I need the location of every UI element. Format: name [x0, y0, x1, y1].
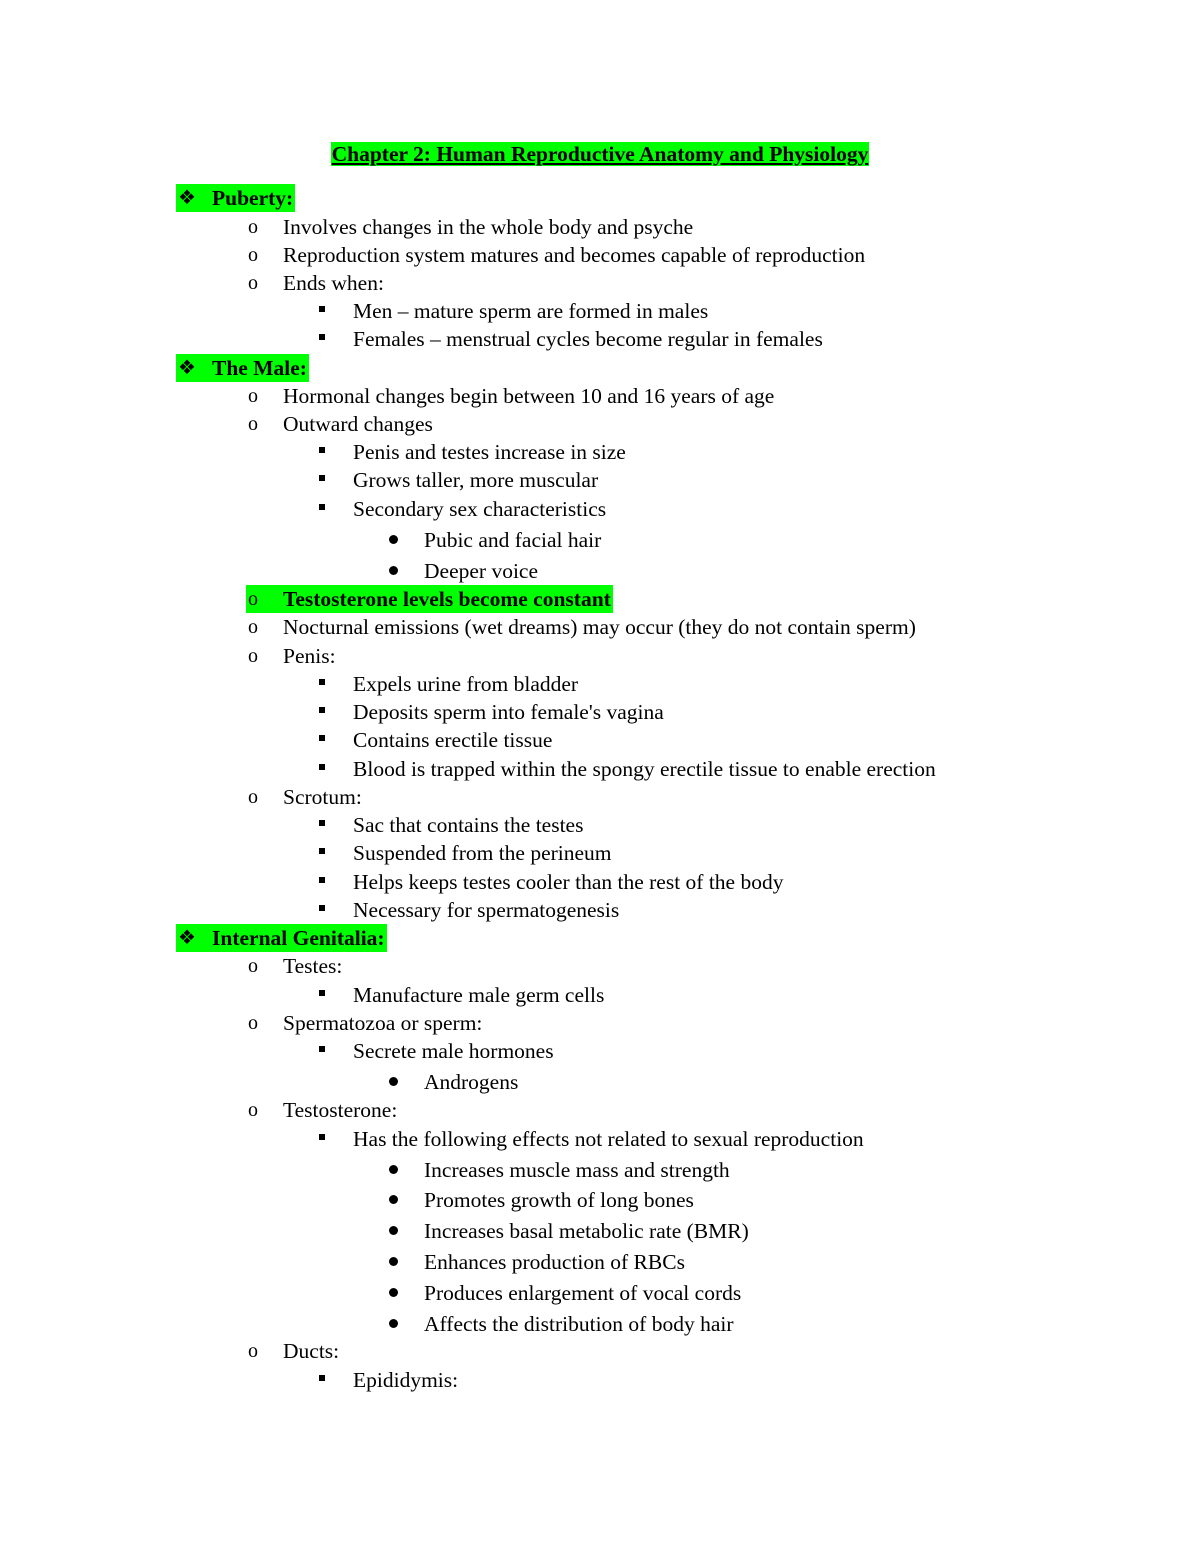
- diamond-bullet-icon: ❖: [178, 927, 196, 949]
- item-text: Deposits sperm into female's vagina: [353, 700, 664, 724]
- circle-bullet-icon: o: [248, 244, 258, 266]
- list-item-level-2: [353, 896, 619, 924]
- list-item-level-1: [283, 269, 384, 297]
- list-item-level-2: [353, 811, 583, 839]
- square-bullet-icon: [319, 447, 325, 453]
- circle-bullet-icon: o: [248, 616, 258, 638]
- item-text: Secrete male hormones: [353, 1039, 554, 1063]
- list-item-level-2: [353, 670, 578, 698]
- list-item-level-3: [424, 1217, 749, 1245]
- circle-bullet-icon: o: [248, 1012, 258, 1034]
- item-text: Men – mature sperm are formed in males: [353, 299, 709, 323]
- dot-bullet-icon: [389, 1226, 398, 1235]
- square-bullet-icon: [319, 1134, 325, 1140]
- list-item-level-1: [283, 952, 342, 980]
- item-text: Ducts:: [283, 1339, 340, 1363]
- item-text: Testosterone:: [283, 1098, 398, 1122]
- section-heading: [212, 184, 293, 212]
- circle-bullet-icon: o: [248, 1340, 258, 1362]
- list-item-level-1: [283, 585, 611, 613]
- item-text: Blood is trapped within the spongy erectile tissue to enable erection: [353, 757, 936, 781]
- diamond-bullet-icon: ❖: [178, 187, 196, 209]
- list-item-level-2: [353, 495, 606, 523]
- item-text: Increases basal metabolic rate (BMR): [424, 1219, 749, 1243]
- list-item-level-3: [424, 1156, 730, 1184]
- circle-bullet-icon: o: [248, 786, 258, 808]
- list-item-level-1: [283, 241, 865, 269]
- item-text: Reproduction system matures and becomes capable of reproduction: [283, 243, 866, 267]
- square-bullet-icon: [319, 306, 325, 312]
- list-item-level-1: [283, 613, 916, 641]
- item-text: Produces enlargement of vocal cords: [424, 1281, 742, 1305]
- square-bullet-icon: [319, 1046, 325, 1052]
- item-text: Puberty:: [212, 186, 294, 210]
- dot-bullet-icon: [389, 1195, 398, 1204]
- item-text: Secondary sex characteristics: [353, 497, 607, 521]
- dot-bullet-icon: [389, 535, 398, 544]
- dot-bullet-icon: [389, 1288, 398, 1297]
- circle-bullet-icon: o: [248, 385, 258, 407]
- item-text: Helps keeps testes cooler than the rest of the body: [353, 870, 784, 894]
- square-bullet-icon: [319, 475, 325, 481]
- list-item-level-2: [353, 1037, 554, 1065]
- list-item-level-3: [424, 1068, 518, 1096]
- item-text: Involves changes in the whole body and psyche: [283, 215, 694, 239]
- dot-bullet-icon: [389, 1077, 398, 1086]
- item-text: Androgens: [424, 1070, 519, 1094]
- list-item-level-3: [424, 526, 601, 554]
- circle-bullet-icon: o: [248, 413, 258, 435]
- list-item-level-3: [424, 1279, 741, 1307]
- circle-bullet-icon: o: [248, 955, 258, 977]
- list-item-level-2: [353, 466, 598, 494]
- item-text: Pubic and facial hair: [424, 528, 602, 552]
- item-text: Deeper voice: [424, 559, 538, 583]
- square-bullet-icon: [319, 877, 325, 883]
- list-item-level-3: [424, 557, 538, 585]
- list-item-level-1: [283, 213, 693, 241]
- item-text: Nocturnal emissions (wet dreams) may occur (they do not contain sperm): [283, 615, 916, 639]
- item-text: Internal Genitalia:: [212, 926, 385, 950]
- item-text: Penis and testes increase in size: [353, 440, 626, 464]
- item-text: Females – menstrual cycles become regular in females: [353, 327, 823, 351]
- square-bullet-icon: [319, 905, 325, 911]
- circle-bullet-icon: o: [248, 272, 258, 294]
- item-text: Sac that contains the testes: [353, 813, 584, 837]
- list-item-level-1: [283, 783, 362, 811]
- list-item-level-3: [424, 1248, 685, 1276]
- list-item-level-1: [283, 382, 774, 410]
- list-item-level-1: [283, 1337, 339, 1365]
- circle-bullet-icon: o: [248, 216, 258, 238]
- square-bullet-icon: [319, 848, 325, 854]
- square-bullet-icon: [319, 764, 325, 770]
- square-bullet-icon: [319, 504, 325, 510]
- item-text: Epididymis:: [353, 1368, 459, 1392]
- list-item-level-2: [353, 726, 552, 754]
- square-bullet-icon: [319, 334, 325, 340]
- item-text: Scrotum:: [283, 785, 362, 809]
- list-item-level-1: [283, 1009, 482, 1037]
- list-item-level-2: [353, 868, 783, 896]
- item-text: Contains erectile tissue: [353, 728, 553, 752]
- item-text: Necessary for spermatogenesis: [353, 898, 620, 922]
- circle-bullet-icon: o: [248, 645, 258, 667]
- list-item-level-2: [353, 1366, 458, 1394]
- square-bullet-icon: [319, 1375, 325, 1381]
- item-text: Promotes growth of long bones: [424, 1188, 694, 1212]
- item-text: Outward changes: [283, 412, 433, 436]
- item-text: Expels urine from bladder: [353, 672, 579, 696]
- list-item-level-2: [353, 839, 612, 867]
- item-text: Ends when:: [283, 271, 384, 295]
- item-text: Suspended from the perineum: [353, 841, 612, 865]
- list-item-level-2: [353, 755, 936, 783]
- item-text: Increases muscle mass and strength: [424, 1158, 730, 1182]
- list-item-level-2: [353, 981, 604, 1009]
- square-bullet-icon: [319, 707, 325, 713]
- list-item-level-3: [424, 1186, 694, 1214]
- square-bullet-icon: [319, 820, 325, 826]
- circle-bullet-icon: o: [248, 588, 258, 610]
- section-heading: [212, 924, 385, 952]
- diamond-bullet-icon: ❖: [178, 357, 196, 379]
- item-text: Testosterone levels become constant: [283, 587, 611, 611]
- dot-bullet-icon: [389, 1319, 398, 1328]
- item-text: Spermatozoa or sperm:: [283, 1011, 483, 1035]
- list-item-level-1: [283, 410, 433, 438]
- dot-bullet-icon: [389, 1257, 398, 1266]
- item-text: Testes:: [283, 954, 343, 978]
- square-bullet-icon: [319, 679, 325, 685]
- item-text: The Male:: [212, 356, 307, 380]
- section-heading: [212, 354, 307, 382]
- list-item-level-2: [353, 1125, 864, 1153]
- item-text: Penis:: [283, 644, 336, 668]
- item-text: Enhances production of RBCs: [424, 1250, 685, 1274]
- square-bullet-icon: [319, 735, 325, 741]
- item-text: Has the following effects not related to sexual reproduction: [353, 1127, 864, 1151]
- list-item-level-3: [424, 1310, 734, 1338]
- title-text: Chapter 2: Human Reproductive Anatomy and Physiology: [331, 142, 869, 166]
- list-item-level-1: [283, 642, 336, 670]
- item-text: Manufacture male germ cells: [353, 983, 605, 1007]
- item-text: Grows taller, more muscular: [353, 468, 599, 492]
- list-item-level-1: [283, 1096, 397, 1124]
- list-item-level-2: [353, 698, 664, 726]
- square-bullet-icon: [319, 990, 325, 996]
- dot-bullet-icon: [389, 1165, 398, 1174]
- list-item-level-2: [353, 297, 708, 325]
- list-item-level-2: [353, 325, 823, 353]
- dot-bullet-icon: [389, 566, 398, 575]
- circle-bullet-icon: o: [248, 1099, 258, 1121]
- list-item-level-2: [353, 438, 626, 466]
- item-text: Hormonal changes begin between 10 and 16 years of age: [283, 384, 775, 408]
- item-text: Affects the distribution of body hair: [424, 1312, 734, 1336]
- document-title: [0, 140, 1200, 168]
